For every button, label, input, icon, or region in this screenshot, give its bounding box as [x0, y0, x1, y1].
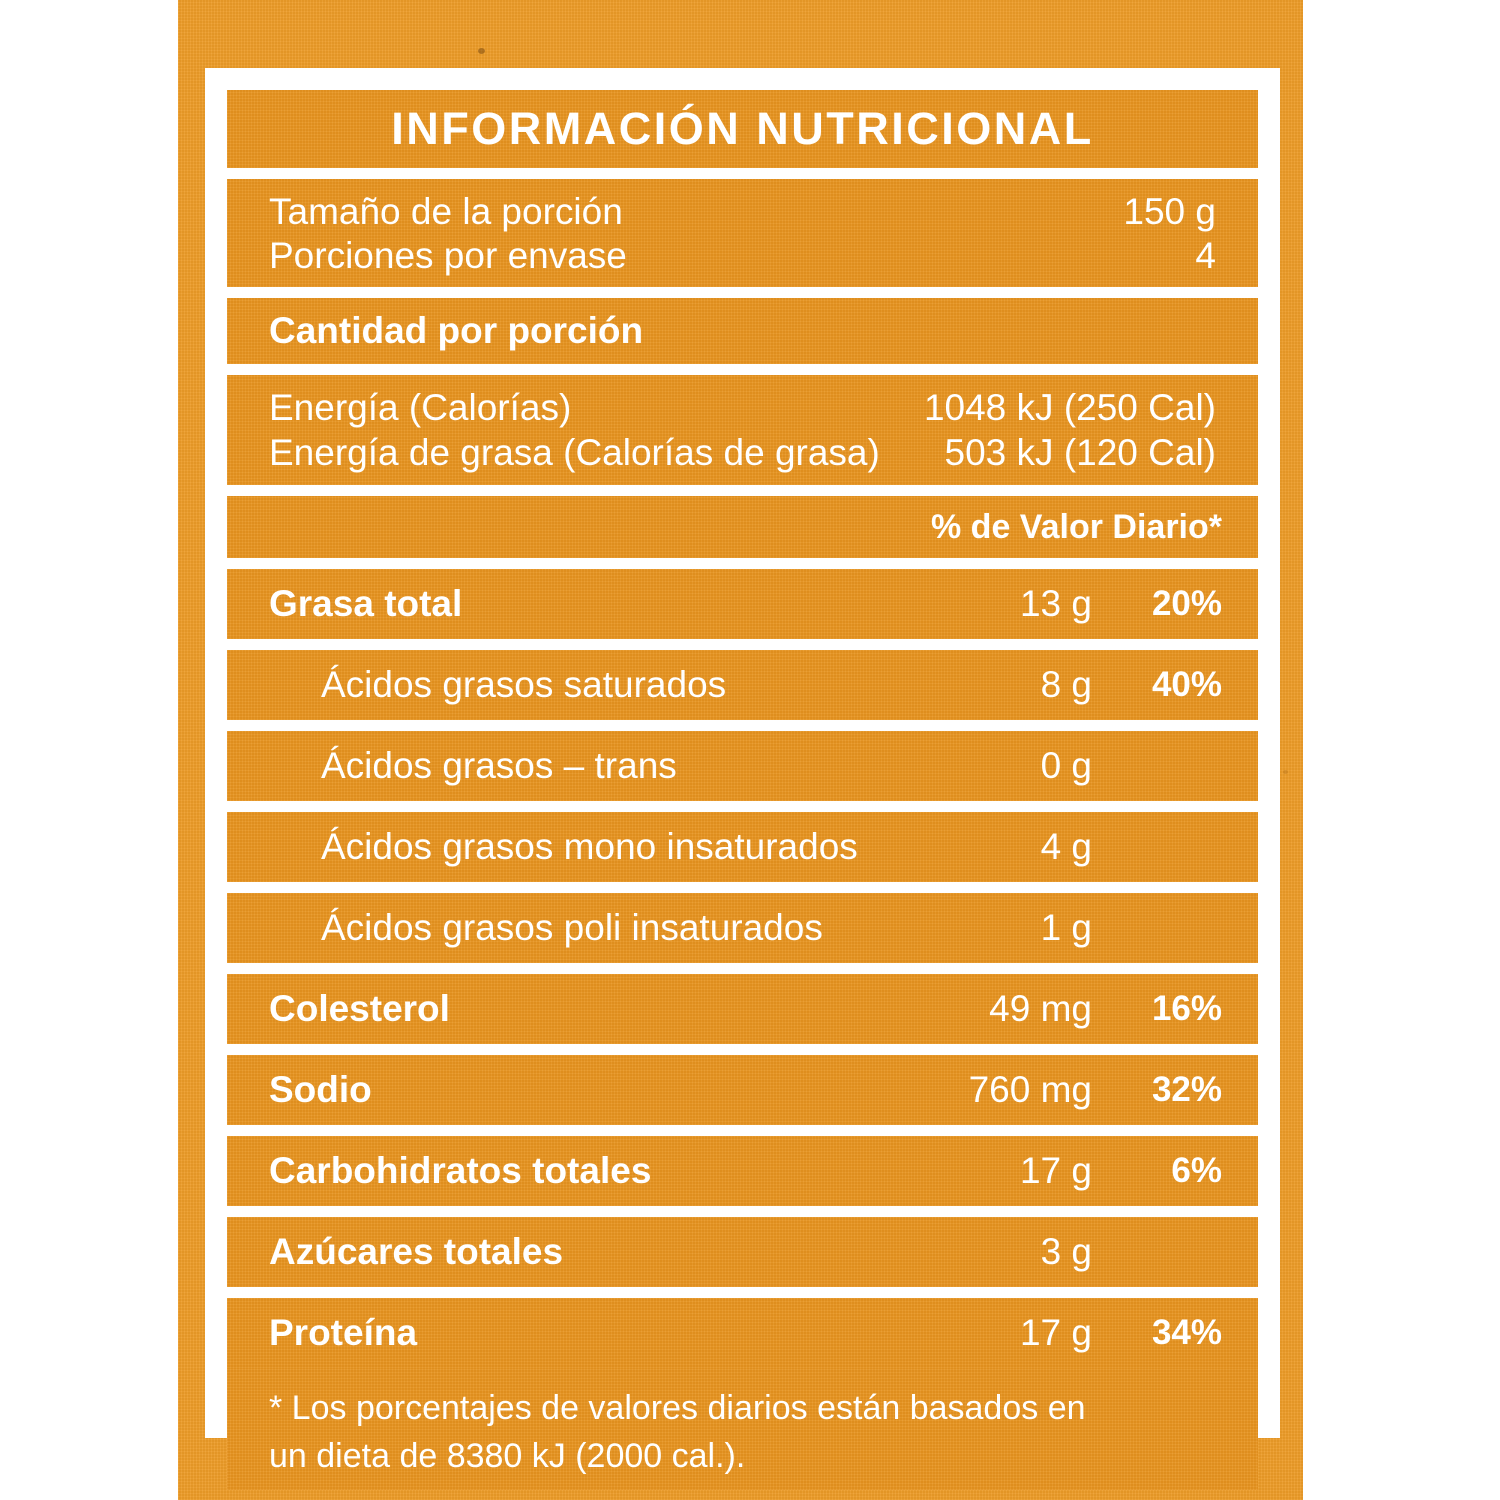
nutrient-daily-value: 16%	[1151, 989, 1222, 1028]
nutrient-name: Azúcares totales	[269, 1231, 564, 1272]
serving-size-label: Tamaño de la porción	[269, 191, 623, 232]
page-title: INFORMACIÓN NUTRICIONAL	[391, 103, 1094, 154]
nutrient-daily-value: 20%	[1151, 584, 1222, 623]
nutrient-row	[227, 1298, 1258, 1368]
serving-size-line	[269, 191, 1216, 235]
nutrient-amount: 760 mg	[968, 1069, 1092, 1110]
nutrient-name: Colesterol	[269, 988, 450, 1029]
nutrient-rows-container	[227, 569, 1258, 1368]
serving-info-row	[227, 179, 1258, 287]
texture-speck	[478, 48, 485, 54]
amount-per-serving-row	[227, 298, 1258, 364]
nutrient-row	[227, 650, 1258, 720]
energy-row	[227, 375, 1258, 485]
nutrition-facts-rows	[227, 90, 1258, 1475]
texture-speck	[1283, 770, 1288, 774]
nutrient-name: Proteína	[269, 1312, 418, 1353]
servings-per-container-line	[269, 235, 1216, 279]
servings-per-container-label: Porciones por envase	[269, 235, 627, 276]
nutrient-name: Ácidos grasos saturados	[321, 664, 727, 705]
nutrient-row	[227, 1136, 1258, 1206]
nutrient-daily-value: 32%	[1151, 1070, 1222, 1109]
nutrient-row	[227, 812, 1258, 882]
nutrient-row	[227, 731, 1258, 801]
fat-calories-value: 503 kJ (120 Cal)	[944, 432, 1216, 473]
calories-value: 1048 kJ (250 Cal)	[923, 387, 1216, 428]
servings-per-container-value: 4	[1195, 235, 1216, 276]
nutrient-row	[227, 1217, 1258, 1287]
nutrient-name: Ácidos grasos – trans	[321, 745, 677, 786]
footnote-line-1: * Los porcentajes de valores diarios están basados en	[269, 1389, 1086, 1427]
nutrient-amount: 3 g	[1040, 1231, 1092, 1272]
amount-per-serving-label: Cantidad por porción	[269, 310, 644, 351]
daily-value-header: % de Valor Diario*	[931, 507, 1222, 546]
nutrition-facts-table	[205, 68, 1280, 1475]
serving-size-value: 150 g	[1123, 191, 1216, 232]
nutrient-name: Grasa total	[269, 583, 463, 624]
nutrient-amount: 1 g	[1040, 907, 1092, 948]
nutrient-amount: 4 g	[1040, 826, 1092, 867]
nutrient-name: Sodio	[269, 1069, 372, 1110]
nutrient-row	[227, 1055, 1258, 1125]
footnote-row	[227, 1368, 1258, 1490]
nutrient-name: Ácidos grasos mono insaturados	[321, 826, 858, 867]
fat-calories-label: Energía de grasa (Calorías de grasa)	[269, 432, 880, 473]
nutrient-amount: 0 g	[1040, 745, 1092, 786]
nutrient-name: Carbohidratos totales	[269, 1150, 652, 1191]
nutrient-row	[227, 569, 1258, 639]
footnote-line-2: un dieta de 8380 kJ (2000 cal.).	[269, 1437, 746, 1475]
nutrient-row	[227, 893, 1258, 963]
nutrient-row	[227, 974, 1258, 1044]
daily-value-header-row	[227, 496, 1258, 558]
fat-calories-line	[269, 432, 1216, 477]
calories-line	[269, 387, 1216, 432]
nutrient-amount: 8 g	[1040, 664, 1092, 705]
nutrient-amount: 13 g	[1019, 583, 1092, 624]
label-title-row	[227, 90, 1258, 168]
nutrient-daily-value: 6%	[1171, 1151, 1222, 1190]
nutrient-amount: 17 g	[1019, 1150, 1092, 1191]
nutrient-name: Ácidos grasos poli insaturados	[321, 907, 823, 948]
nutrient-daily-value: 34%	[1151, 1313, 1222, 1352]
calories-label: Energía (Calorías)	[269, 387, 572, 428]
nutrient-daily-value: 40%	[1151, 665, 1222, 704]
nutrient-amount: 17 g	[1019, 1312, 1092, 1353]
nutrient-amount: 49 mg	[989, 988, 1092, 1029]
